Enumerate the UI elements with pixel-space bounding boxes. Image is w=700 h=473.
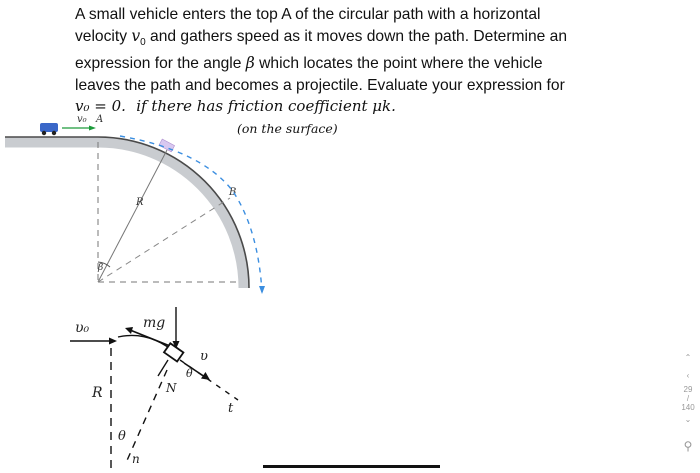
label-theta-block: θ (186, 367, 193, 380)
radius-line (98, 150, 167, 282)
label-t: t (228, 401, 234, 416)
handwritten-note: if there has friction coefficient μk. (136, 97, 396, 116)
label-N: N (166, 381, 177, 395)
figure-2 (70, 307, 238, 468)
handwritten-surface-note: (on the surface) (237, 121, 338, 136)
figure-1 (5, 114, 338, 294)
label-n: n (132, 452, 140, 466)
trajectory-arrowhead (259, 286, 265, 294)
friction-arrow (130, 330, 170, 346)
v0-arrowhead-2 (109, 338, 117, 345)
label-B: B (229, 187, 237, 198)
label-A: A (96, 114, 104, 125)
chevron-up-icon[interactable]: ⌃ (684, 353, 692, 362)
var-beta: β (245, 54, 255, 73)
label-theta: θ (118, 429, 126, 444)
label-v0-2: υ₀ (75, 320, 90, 336)
chevron-down-icon[interactable]: ⌄ (684, 415, 692, 424)
label-R: R (136, 197, 144, 208)
label-v0: v₀ (77, 114, 87, 125)
problem-line-1: A small vehicle enters the top A of the circular path with a horizontal (75, 6, 541, 23)
path-outline (5, 137, 249, 288)
label-v: υ (200, 349, 208, 364)
friction-arrowhead (125, 327, 133, 334)
label-R-2: R (92, 385, 103, 401)
text: velocity (75, 27, 132, 45)
page-current: 29 (683, 385, 693, 394)
var-v: v (131, 26, 141, 45)
text: and gathers speed as it moves down the path. Determine an (145, 27, 568, 45)
var-sub: 0 (140, 36, 146, 48)
radius-to-B (98, 198, 230, 282)
bottom-divider (263, 465, 440, 468)
text: which locates the point where the vehicle (254, 55, 543, 73)
v0-arrowhead (89, 126, 96, 131)
page-divider: / (686, 394, 690, 403)
chevron-left-icon[interactable]: ‹ (686, 371, 690, 380)
label-mg: mg (143, 315, 166, 331)
normal-n-line (125, 370, 167, 465)
problem-line-4: leaves the path and becomes a projectile. Evaluate your expression for (75, 76, 565, 94)
page-navigator (680, 352, 696, 426)
path-surface (5, 142, 244, 288)
zoom-icon[interactable]: ⚲ (683, 439, 693, 453)
label-beta: β (98, 263, 104, 273)
vehicle-icon (40, 123, 58, 135)
text: expression for the angle (75, 55, 246, 73)
handwritten-v0-eq: v₀ = 0. (75, 97, 126, 116)
normal-force-arrow (158, 360, 168, 376)
page-total: 140 (681, 403, 695, 412)
